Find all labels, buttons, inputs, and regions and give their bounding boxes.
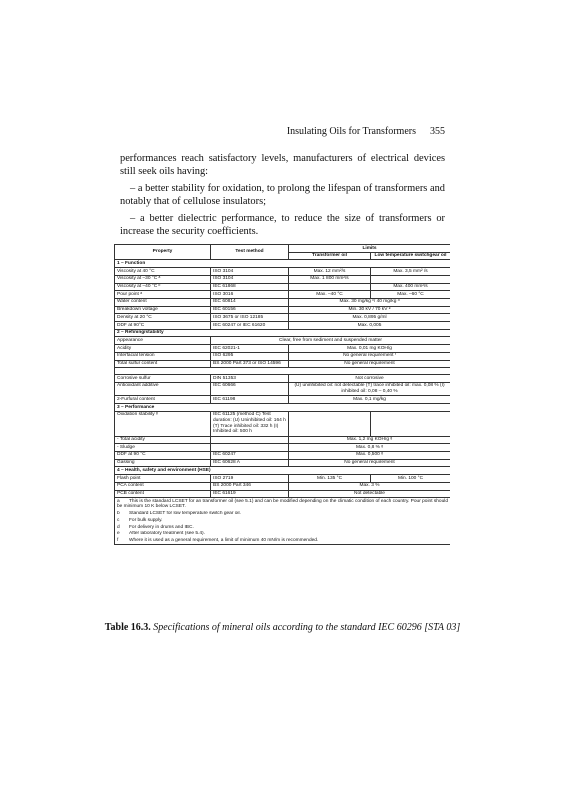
limit-low-temp-cell: Max. 400 mm²/s <box>371 283 451 291</box>
caption-label: Table 16.3. <box>104 622 151 633</box>
footnote-text: This is the standard LCSET for an transformer oil (see 5.1) and can be modified depending on the climatic condition of each country. Pour point should be minimum 10 K below LCSET. <box>117 498 448 510</box>
limit-cell: Max. 30 mg/kg ᶜ/ 40 mg/kg ᵈ <box>289 298 451 306</box>
limit-cell: Max. 0,01 mg KOH/g <box>289 345 451 353</box>
table-section-row <box>115 260 451 268</box>
table-section-row <box>115 467 451 475</box>
specification-table <box>114 244 450 545</box>
property-cell: Viscosity at –30 °C ᵃ <box>115 275 211 283</box>
property-cell: Antioxidant additive <box>115 382 211 395</box>
table-row <box>115 291 451 299</box>
table-row <box>115 490 451 498</box>
property-cell: Acidity <box>115 345 211 353</box>
limit-low-temp-cell: Min. 100 °C <box>371 475 451 483</box>
col-header-limits: Limits <box>289 245 451 253</box>
footnote <box>115 537 451 544</box>
col-header-low-temperature-oil: Low temperature switchgear oil <box>371 252 451 260</box>
limit-cell: Max. 0,005 <box>289 322 451 330</box>
col-header-transformer-oil: Transformer oil <box>289 252 371 260</box>
caption-text: Specifications of mineral oils according to the standard IEC 60296 [STA 03] <box>150 622 461 633</box>
limit-cell: No general requirement <box>289 360 451 368</box>
method-cell: ISO 3675 or ISO 12185 <box>211 314 289 322</box>
table-row <box>115 322 451 330</box>
table-note-row <box>115 537 451 544</box>
table-note-row <box>115 511 451 518</box>
table-caption <box>0 622 565 633</box>
paragraph: – a better dielectric performance, to reduce the size of transformers or increase the security coefficients. <box>120 213 445 237</box>
limit-cell: Clear, free from sediment and suspended matter <box>211 337 451 345</box>
method-cell: ISO 3104 <box>211 268 289 276</box>
method-cell: ISO 3016 <box>211 291 289 299</box>
table-row <box>115 459 451 467</box>
section-title: 1 – Function <box>115 260 451 268</box>
method-cell <box>211 436 289 444</box>
limit-cell: Not corrosive <box>289 375 451 383</box>
method-cell: IEC 61868 <box>211 283 289 291</box>
property-cell: Interfacial tension <box>115 352 211 360</box>
property-cell: - Sludge <box>115 444 211 452</box>
footnote-text: Standard LCSET for low temperature switch gear oil. <box>129 511 241 517</box>
table-row <box>115 298 451 306</box>
footnote-text: Where it is used as a general requirement, a limit of minimum 40 mN/m is recommended. <box>129 537 319 543</box>
table-row <box>115 375 451 383</box>
method-cell: IEC 60247 or IEC 61620 <box>211 322 289 330</box>
method-cell: IEC 60628 A <box>211 459 289 467</box>
spacer-cell <box>115 368 451 375</box>
property-cell: Flash point <box>115 475 211 483</box>
section-title: 3 – Performance <box>115 404 451 412</box>
footnote-marker: f <box>117 537 119 543</box>
footnote <box>115 531 451 538</box>
table-row <box>115 314 451 322</box>
table-row <box>115 451 451 459</box>
table-row <box>115 268 451 276</box>
section-title: 2 – Refining/stability <box>115 329 451 337</box>
limit-cell: Min. 30 kV / 70 kV ᵉ <box>289 306 451 314</box>
paragraph: – a better stability for oxidation, to prolong the lifespan of transformers and notably that of cellulose insulators; <box>120 183 445 207</box>
method-cell: IEC 60247 <box>211 451 289 459</box>
running-header <box>287 126 445 137</box>
property-cell: Viscosity at –40 °C ᵇ <box>115 283 211 291</box>
table-row <box>115 436 451 444</box>
limit-cell: No general requirement ᶠ <box>289 352 451 360</box>
limit-cell: Max. 0,895 g/ml <box>289 314 451 322</box>
body-text <box>120 152 445 242</box>
limit-cell: Max. 0,1 mg/kg <box>289 396 451 404</box>
limit-low-temp-cell: Max. –60 °C <box>371 291 451 299</box>
limit-low-temp-cell: Max. 3,5 mm² /s <box>371 268 451 276</box>
table-row <box>115 352 451 360</box>
table-body <box>115 260 451 545</box>
method-cell: IEC 60814 <box>211 298 289 306</box>
property-cell: Density at 20 °C <box>115 314 211 322</box>
footnote-text: For bulk supply. <box>129 517 163 523</box>
limit-transformer-cell: Min. 135 °C <box>289 475 371 483</box>
section-title: 4 – Health, safety and environment (HSE) <box>115 467 451 475</box>
limit-low-temp-cell <box>371 275 451 283</box>
property-cell: Total sulfur content <box>115 360 211 368</box>
property-cell: PCA content <box>115 482 211 490</box>
method-cell: ISO 2719 <box>211 475 289 483</box>
method-cell: IEC 62021-1 <box>211 345 289 353</box>
method-cell: DIN 51353 <box>211 375 289 383</box>
specification-table-wrapper <box>114 244 450 610</box>
limit-transformer-cell: Max. –40 °C <box>289 291 371 299</box>
property-cell: PCB content <box>115 490 211 498</box>
limit-transformer-cell: Max. 1 800 mm²/s <box>289 275 371 283</box>
table-row <box>115 275 451 283</box>
property-cell: Appearance <box>115 337 211 345</box>
property-cell: Breakdown voltage <box>115 306 211 314</box>
footnote-marker: d <box>117 524 120 530</box>
table-row <box>115 337 451 345</box>
table-note-row <box>115 531 451 538</box>
method-cell: IEC 61125 (method C) Test duration: (U) Uninhibited oil: 164 h (T) Trace inhibited oil: 332 h (I) Inhibited oil: 500 h <box>211 411 289 436</box>
limit-cell: Max. 0,500 ᵍ <box>289 451 451 459</box>
footnote-marker: a <box>117 498 120 504</box>
limit-cell <box>371 411 451 436</box>
footnote-marker: b <box>117 511 120 517</box>
limit-cell: Max. 1,2 mg KOH/g ᵍ <box>289 436 451 444</box>
table-note-row <box>115 524 451 531</box>
limit-transformer-cell <box>289 283 371 291</box>
table-section-row <box>115 329 451 337</box>
method-cell <box>211 444 289 452</box>
footnote <box>115 498 451 511</box>
page-number: 355 <box>430 126 445 137</box>
method-cell: IEC 60666 <box>211 382 289 395</box>
property-cell: Pour point ᵃ <box>115 291 211 299</box>
property-cell: - Total acidity <box>115 436 211 444</box>
method-cell: BS 2000 Part 346 <box>211 482 289 490</box>
limit-cell: Max. 0,8 % ᵍ <box>289 444 451 452</box>
method-cell: IEC 61619 <box>211 490 289 498</box>
footnote <box>115 517 451 524</box>
method-cell: ISO 3104 <box>211 275 289 283</box>
col-header-test-method: Test method <box>211 245 289 260</box>
table-row <box>115 411 451 436</box>
property-cell: Water content <box>115 298 211 306</box>
table-row <box>115 345 451 353</box>
method-cell: IEC 61198 <box>211 396 289 404</box>
table-row <box>115 360 451 368</box>
limit-cell <box>289 411 371 436</box>
limit-cell: Not detectable <box>289 490 451 498</box>
table-note-row <box>115 517 451 524</box>
footnote-marker: c <box>117 517 120 523</box>
property-cell: Oxidation stability ᵍ <box>115 411 211 436</box>
property-cell: DDF at 90°C <box>115 322 211 330</box>
table-section-row <box>115 404 451 412</box>
property-cell: Gassing <box>115 459 211 467</box>
col-header-property: Property <box>115 245 211 260</box>
method-cell: BS 2000 Part 373 or ISO 14596 <box>211 360 289 368</box>
table-row <box>115 283 451 291</box>
table-spacer-row <box>115 368 451 375</box>
method-cell: ISO 6295 <box>211 352 289 360</box>
footnote-text: After laboratory treatment (see 5.4). <box>129 531 205 537</box>
table-row <box>115 382 451 395</box>
table-note-row <box>115 498 451 511</box>
paragraph: performances reach satisfactory levels, manufacturers of electrical devices still seek oils having: <box>120 153 445 177</box>
table-row <box>115 396 451 404</box>
property-cell: Corrosive sulfur <box>115 375 211 383</box>
limit-cell: (U) uninhibited oil: not detectable (T) trace inhibited oil: max. 0,08 % (I) inhibited oil: 0,08 – 0,40 % <box>289 382 451 395</box>
method-cell: IEC 60156 <box>211 306 289 314</box>
limit-transformer-cell: Max. 12 mm²/s <box>289 268 371 276</box>
table-row <box>115 306 451 314</box>
footnote-text: For delivery in drums and IBC. <box>129 524 194 530</box>
running-title: Insulating Oils for Transformers <box>286 126 416 137</box>
table-row <box>115 482 451 490</box>
table-row <box>115 444 451 452</box>
property-cell: DDF at 90 °C <box>115 451 211 459</box>
footnote-marker: e <box>117 531 120 537</box>
limit-cell: No general requirement <box>289 459 451 467</box>
footnote <box>115 511 451 518</box>
limit-cell: Max. 3 % <box>289 482 451 490</box>
property-cell: Viscosity at 40 °C <box>115 268 211 276</box>
table-row <box>115 475 451 483</box>
property-cell: 2-Furfural content <box>115 396 211 404</box>
footnote <box>115 524 451 531</box>
